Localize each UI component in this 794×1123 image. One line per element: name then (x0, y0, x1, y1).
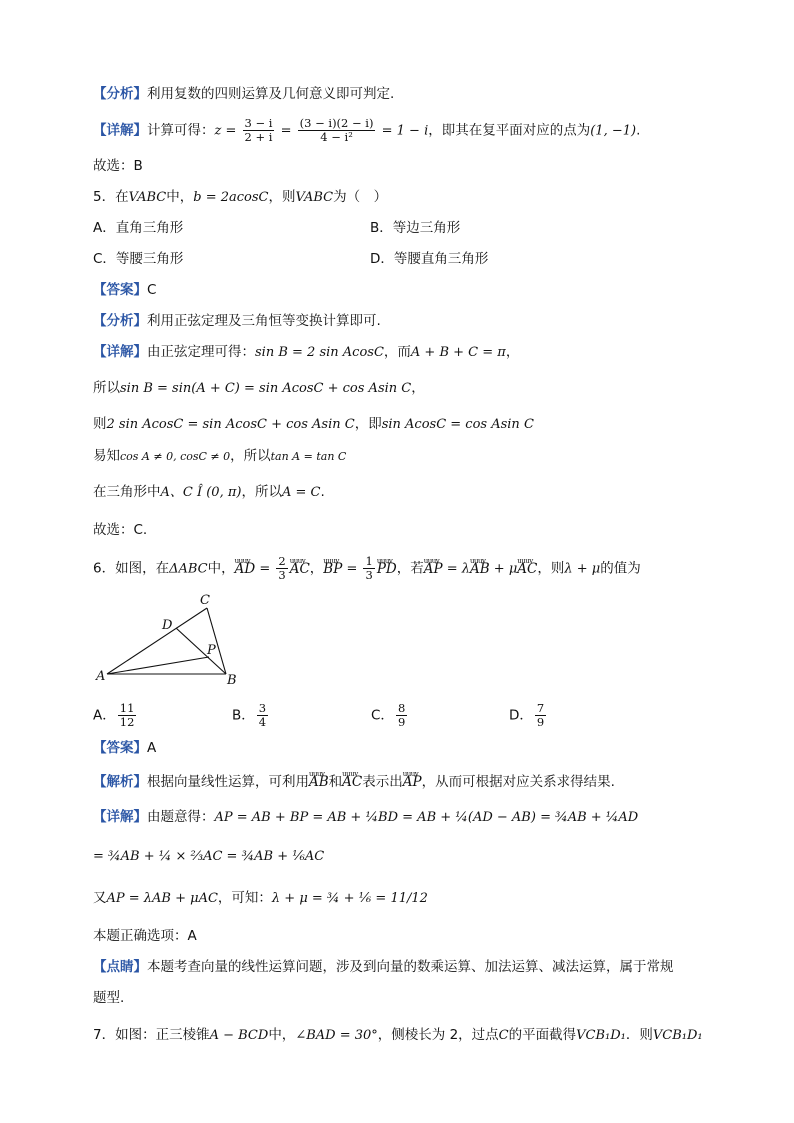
math: C (498, 1028, 509, 1043)
math: A、C Î (0, π) (160, 485, 242, 500)
text: 又 (93, 890, 107, 906)
math: sin AcosC = cos Asin C (381, 417, 534, 432)
math: A = C (281, 485, 321, 500)
answer-6 (93, 738, 156, 758)
option-5a: A．直角三角形 (93, 220, 184, 236)
detail-5-line5 (93, 482, 325, 503)
fraction-denominator: 12 (119, 715, 135, 729)
option-label: D． (509, 707, 533, 724)
label-b: B (227, 673, 237, 688)
text: 中， (207, 560, 235, 577)
segment-ac (107, 608, 207, 674)
answer-tag: 【答案】 (93, 740, 147, 756)
question-number: 7．如图：正三棱锥 (93, 1027, 210, 1043)
fraction-denominator: 2 + i (244, 130, 273, 144)
text: 和 (328, 774, 343, 790)
math-condition: b = 2acosC (193, 190, 269, 205)
fraction (363, 555, 374, 582)
fraction (535, 702, 546, 729)
math-z: z = (214, 123, 241, 139)
remark-line1 (93, 957, 674, 977)
detail-tag: 【详解】 (93, 809, 147, 825)
math: sin B = 2 sin AcosC (255, 345, 384, 360)
fraction-numerator: 11 (119, 701, 135, 715)
analysis-6 (93, 772, 615, 792)
text: ，则 (268, 189, 296, 205)
text: 中， (166, 189, 194, 205)
text: 在三角形中 (93, 484, 161, 500)
math-eq: = (342, 561, 362, 577)
vector-ab: uuuv AB (309, 772, 329, 792)
detail-text-2: ，即其在复平面对应的点为 (428, 122, 591, 139)
fraction-denominator: 3 (278, 568, 286, 582)
text: 的平面截得 (508, 1027, 577, 1043)
text: ， (505, 344, 520, 360)
math-triangle: VABC (128, 190, 167, 205)
math: ∠BAD = 30° (295, 1028, 378, 1043)
detail-6-line2 (93, 846, 324, 867)
remark-tag: 【点睛】 (93, 959, 147, 975)
fraction-1 (243, 117, 275, 144)
option-label: A． (93, 707, 116, 724)
analysis-line (93, 84, 394, 104)
label-d: D (162, 618, 173, 633)
analysis-text: 利用正弦定理及三角恒等变换计算即可. (147, 313, 381, 329)
math-triangle: VABC (295, 190, 334, 205)
fraction-numerator: 1 (365, 554, 373, 568)
label-p: P (207, 643, 216, 658)
math: VCB₁D₁ (576, 1028, 626, 1043)
text: 由题意得： (147, 809, 215, 825)
vector-ac: uuuv AC (342, 772, 362, 792)
fraction-numerator: 3 (258, 701, 267, 715)
fraction-denominator: 9 (397, 715, 406, 729)
text: ，即 (354, 416, 382, 432)
triangle-figure (90, 590, 250, 690)
math-point: (1, −1) (590, 123, 637, 139)
analysis-tag: 【分析】 (93, 313, 147, 329)
option-5d: D．等腰直角三角形 (370, 251, 489, 267)
analysis-tag: 【解析】 (93, 774, 147, 790)
fraction-2 (298, 117, 376, 144)
text: 本题考查向量的线性运算问题，涉及到向量的数乘运算、加法运算、减法运算，属于常规 (147, 959, 674, 975)
detail-tag: 【详解】 (93, 122, 147, 139)
math: 2 sin AcosC = sin AcosC + cos Asin C (106, 417, 355, 432)
text: ， (411, 380, 425, 396)
vector-pd: uuuv PD (377, 559, 397, 579)
analysis-text: 利用复数的四则运算及几何意义即可判定. (147, 86, 395, 102)
fraction (276, 555, 287, 582)
vector-ac: uuuv AC (290, 559, 310, 579)
fraction-denominator: 4 (258, 715, 267, 729)
question-5 (93, 187, 387, 208)
option-label: B． (232, 707, 255, 724)
text: 根据向量线性运算，可利用 (147, 774, 309, 790)
vector-ac: uuuv AC (517, 559, 537, 579)
math-eq: = (276, 123, 296, 139)
vector-bp: uuuv BP (323, 559, 342, 579)
detail-5-line4 (93, 446, 346, 467)
option-6b (232, 702, 270, 729)
analysis-tag: 【分析】 (93, 86, 147, 102)
text: 所以 (93, 380, 120, 396)
answer-value: C (147, 282, 157, 298)
analysis-5 (93, 311, 381, 331)
fraction-numerator: 3 − i (244, 116, 273, 130)
label-c: C (200, 593, 210, 608)
math: A − BCD (209, 1028, 269, 1043)
math: AP = λAB + μAC (106, 891, 218, 906)
fraction-denominator: 4 − i² (320, 130, 353, 144)
fraction-numerator: (3 − i)(2 − i) (299, 116, 374, 130)
option-5c: C．等腰三角形 (93, 251, 184, 267)
option-6d (509, 702, 548, 729)
math: A + B + C = π (410, 345, 506, 360)
question-6 (93, 555, 641, 582)
text: ，而 (383, 344, 411, 360)
choice-line: 故选：B (93, 158, 143, 174)
question-number: 5．在 (93, 189, 129, 205)
option-5b: B．等边三角形 (370, 220, 461, 236)
question-7 (93, 1025, 703, 1046)
text: 中， (268, 1027, 296, 1043)
math: = λ (442, 561, 470, 577)
fraction (257, 702, 268, 729)
option-6c (371, 702, 409, 729)
text: 易知 (93, 448, 120, 464)
text: 表示出 (362, 774, 403, 790)
fraction-numerator: 2 (278, 554, 286, 568)
text: ，所以 (230, 448, 271, 464)
detail-tag: 【详解】 (93, 344, 147, 360)
vector-ap: uuuv AP (424, 559, 443, 579)
answer-tag: 【答案】 (93, 282, 147, 298)
option-6a (93, 702, 138, 729)
period: . (636, 122, 641, 139)
detail-6-line3 (93, 888, 428, 909)
text: 为（ ） (333, 189, 388, 205)
final-answer-6: 本题正确选项：A (93, 928, 197, 944)
fraction-denominator: 9 (536, 715, 545, 729)
math-derivation: = ¾AB + ¼ × ⅔AC = ¾AB + ⅙AC (93, 849, 325, 864)
text: ，则 (537, 560, 565, 577)
answer-5 (93, 280, 156, 300)
math-derivation: AP = AB + BP = AB + ¼BD = AB + ¼(AD − AB) = ¾AB + ¼AD (214, 810, 639, 825)
segment-bd (176, 628, 226, 674)
detail-text: 计算可得： (147, 122, 215, 139)
text: ，若 (396, 560, 424, 577)
text: ，可知： (217, 890, 272, 906)
fraction (118, 702, 137, 729)
segment-bc (207, 608, 226, 674)
math: tan A = tan C (270, 450, 347, 463)
detail-5-line3 (93, 414, 534, 435)
math-triangle: ΔABC (169, 561, 208, 577)
fraction-denominator: 3 (365, 568, 373, 582)
segment-ap (107, 657, 209, 674)
math: λ + μ = ¾ + ⅙ = 11/12 (271, 891, 428, 906)
text: ，侧棱长为 2，过点 (377, 1027, 499, 1043)
math: VCB₁D₁ (652, 1028, 703, 1043)
option-label: C． (371, 707, 394, 724)
vector-ab: uuuv AB (470, 559, 490, 579)
fraction-numerator: 8 (397, 701, 406, 715)
math: λ + μ (564, 561, 601, 577)
choice-line-5: 故选：C. (93, 522, 148, 538)
detail-5-line1 (93, 342, 519, 363)
answer-value: A (147, 740, 157, 756)
text: . (320, 484, 325, 500)
text: ，从而可根据对应关系求得结果. (421, 774, 615, 790)
remark-line2: 题型. (93, 990, 125, 1006)
text: 的值为 (600, 560, 641, 577)
detail-6-line1 (93, 807, 638, 828)
fraction-numerator: 7 (536, 701, 545, 715)
detail-5-line2 (93, 378, 425, 399)
text: ．则 (625, 1027, 653, 1043)
text: ，所以 (241, 484, 282, 500)
question-number: 6．如图，在 (93, 560, 170, 577)
vector-ap: uuuv AP (403, 772, 422, 792)
math: + μ (489, 561, 518, 577)
text: ， (309, 560, 324, 577)
math: cos A ≠ 0, cosC ≠ 0 (120, 450, 231, 463)
label-a: A (96, 669, 106, 684)
detail-line-complex (93, 117, 640, 144)
vector-ad: uuuv AD (235, 559, 256, 579)
fraction (396, 702, 407, 729)
math: sin B = sin(A + C) = sin AcosC + cos Asin C (120, 381, 412, 396)
text: 则 (93, 416, 107, 432)
text: 由正弦定理可得： (147, 344, 255, 360)
math-result: = 1 − i (377, 123, 429, 139)
math-eq: = (255, 561, 275, 577)
